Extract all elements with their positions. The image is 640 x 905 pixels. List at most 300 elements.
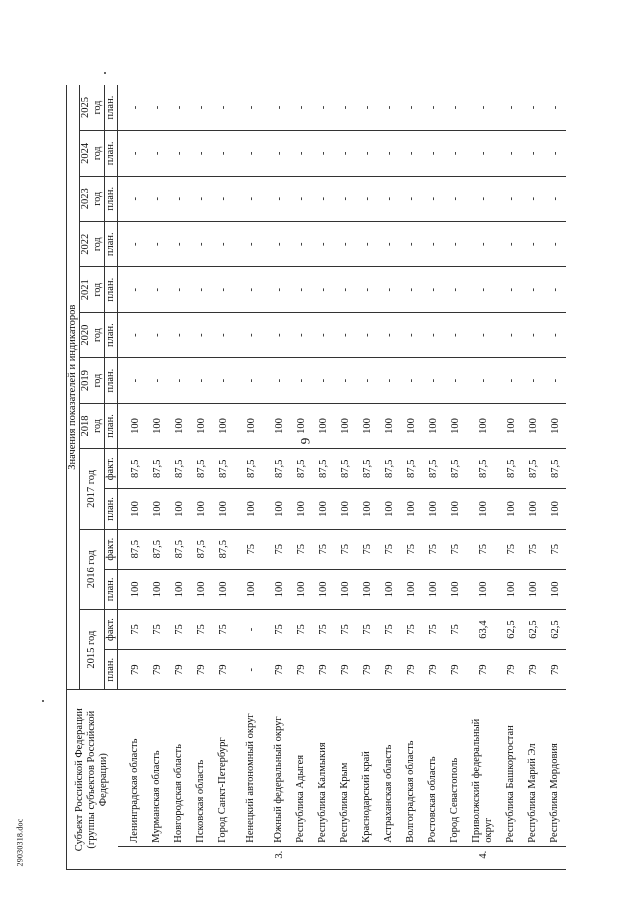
indicator-value: 100 [400, 569, 422, 609]
year-header [80, 222, 105, 267]
indicator-value: - [334, 85, 356, 131]
subject-header: Субъект Российской Федерации (группы субъектов Российской Федерации) [67, 690, 118, 870]
indicator-value: - [268, 267, 290, 312]
page-number: 9 [297, 437, 313, 445]
plan-subheader: план. [105, 267, 118, 312]
indicator-value: 79 [312, 650, 334, 690]
indicator-value: 100 [422, 403, 444, 448]
indicator-value: - [234, 267, 268, 312]
indicator-value: 62,5 [500, 609, 522, 649]
row-number [212, 846, 234, 869]
year-header [80, 131, 105, 176]
indicator-value: - [146, 85, 168, 131]
indicator-value: 100 [168, 569, 190, 609]
table-row [234, 85, 268, 870]
indicator-value: - [422, 131, 444, 176]
indicator-value: - [190, 222, 212, 267]
indicator-value: 87,5 [466, 449, 500, 489]
indicator-value: 87,5 [444, 449, 466, 489]
indicator-value: - [400, 312, 422, 357]
indicator-value: - [522, 358, 544, 403]
indicator-value: - [212, 358, 234, 403]
indicator-value: - [146, 131, 168, 176]
year-header [80, 176, 105, 221]
indicator-value: - [290, 312, 312, 357]
indicator-value: 75 [466, 529, 500, 569]
indicator-value: 87,5 [212, 529, 234, 569]
indicator-value: - [234, 650, 268, 690]
indicator-value: - [544, 267, 566, 312]
indicator-value: - [234, 358, 268, 403]
indicator-value: 100 [522, 489, 544, 529]
year-suffix: год [92, 146, 103, 161]
indicator-value: - [378, 358, 400, 403]
indicator-value: 100 [356, 403, 378, 448]
indicator-value: - [544, 222, 566, 267]
indicator-value: - [212, 312, 234, 357]
plan-subheader: план. [105, 650, 118, 690]
indicator-value: 100 [378, 403, 400, 448]
indicator-value: 100 [544, 569, 566, 609]
year-header [80, 267, 105, 312]
indicator-value: 100 [334, 403, 356, 448]
indicator-value: - [212, 85, 234, 131]
indicator-value: - [234, 222, 268, 267]
indicator-value: 100 [268, 569, 290, 609]
scan-speck [104, 72, 106, 74]
indicator-value: - [268, 176, 290, 221]
indicator-value: - [544, 131, 566, 176]
indicator-value: - [334, 131, 356, 176]
indicator-value: 100 [312, 569, 334, 609]
table-row [422, 85, 444, 870]
indicator-value: - [500, 131, 522, 176]
indicator-value: - [312, 176, 334, 221]
indicator-table [66, 85, 566, 870]
region-name: Город Севастополь [444, 690, 466, 846]
indicator-value: 87,5 [544, 449, 566, 489]
indicator-value: - [234, 312, 268, 357]
indicator-value: 87,5 [118, 529, 147, 569]
plan-subheader: план. [105, 131, 118, 176]
table-header [67, 85, 118, 870]
indicator-value: - [400, 358, 422, 403]
indicator-value: 100 [522, 569, 544, 609]
scan-speck [42, 700, 44, 702]
indicator-value: - [544, 312, 566, 357]
plan-subheader: план. [105, 85, 118, 131]
indicator-value: - [334, 358, 356, 403]
indicator-value: 100 [234, 403, 268, 448]
indicator-value: - [500, 312, 522, 357]
year-suffix: год [92, 100, 103, 115]
indicator-value: - [444, 312, 466, 357]
region-name: Новгородская область [168, 690, 190, 846]
indicator-value: - [356, 312, 378, 357]
indicator-value: - [466, 176, 500, 221]
indicator-value: 75 [334, 529, 356, 569]
indicator-value: - [268, 312, 290, 357]
indicator-value: 100 [212, 489, 234, 529]
indicator-value: - [400, 131, 422, 176]
indicator-value: 100 [400, 489, 422, 529]
indicator-value: 100 [146, 403, 168, 448]
indicator-value: 79 [146, 650, 168, 690]
indicator-value: - [378, 222, 400, 267]
indicator-value: 75 [334, 609, 356, 649]
indicator-value: 75 [378, 529, 400, 569]
indicator-value: 100 [312, 403, 334, 448]
table-row [356, 85, 378, 870]
indicator-value: 75 [212, 609, 234, 649]
region-name: Республика Адыгея [290, 690, 312, 846]
indicator-value: 100 [312, 489, 334, 529]
table-row [268, 85, 290, 870]
indicator-value: 100 [466, 403, 500, 448]
indicator-value: 75 [544, 529, 566, 569]
indicator-value: - [544, 85, 566, 131]
indicator-value: - [334, 222, 356, 267]
indicator-value: - [312, 312, 334, 357]
table-row [290, 85, 312, 870]
year-number: 2023 [80, 188, 91, 210]
indicator-value: - [290, 85, 312, 131]
indicator-value: - [118, 131, 147, 176]
table-row [118, 85, 147, 870]
indicator-value: 75 [234, 529, 268, 569]
indicator-value: - [190, 131, 212, 176]
indicator-value: - [118, 358, 147, 403]
indicator-value: - [168, 85, 190, 131]
indicator-value: - [168, 222, 190, 267]
indicator-value: 100 [544, 489, 566, 529]
indicator-value: - [422, 176, 444, 221]
indicator-value: 100 [444, 403, 466, 448]
indicator-value: 75 [312, 609, 334, 649]
indicator-value: - [444, 176, 466, 221]
indicator-value: 100 [190, 403, 212, 448]
year-number: 2025 [80, 97, 91, 119]
row-number [522, 846, 544, 869]
row-number [146, 846, 168, 869]
indicator-value: - [544, 358, 566, 403]
row-number [400, 846, 422, 869]
indicator-value: 63,4 [466, 609, 500, 649]
row-number [378, 846, 400, 869]
indicator-value: 100 [290, 489, 312, 529]
year-suffix: год [92, 328, 103, 342]
indicator-value: 79 [522, 650, 544, 690]
indicator-value: 62,5 [544, 609, 566, 649]
indicator-value: 79 [168, 650, 190, 690]
row-number [500, 846, 522, 869]
indicator-value: - [168, 176, 190, 221]
table-row [466, 85, 500, 870]
indicator-value: - [168, 131, 190, 176]
indicator-value: 100 [400, 403, 422, 448]
indicator-value: 100 [356, 569, 378, 609]
indicator-value: - [190, 358, 212, 403]
indicator-value: - [378, 131, 400, 176]
indicator-value: 79 [422, 650, 444, 690]
year-suffix: год [92, 373, 103, 388]
indicator-value: 75 [422, 609, 444, 649]
indicator-value: - [522, 176, 544, 221]
indicator-value: 79 [334, 650, 356, 690]
indicator-value: 100 [234, 489, 268, 529]
indicator-value: 100 [190, 569, 212, 609]
region-name: Ленинградская область [118, 690, 147, 846]
indicator-value: - [234, 609, 268, 649]
row-number [312, 846, 334, 869]
region-name: Республика Башкортостан [500, 690, 522, 846]
indicator-value: - [500, 267, 522, 312]
indicator-value: - [312, 131, 334, 176]
indicator-value: - [378, 85, 400, 131]
indicator-value: 100 [422, 569, 444, 609]
indicator-value: - [444, 222, 466, 267]
fact-subheader: факт. [105, 529, 118, 569]
indicator-value: - [422, 222, 444, 267]
indicator-value: 75 [190, 609, 212, 649]
indicator-value: - [312, 222, 334, 267]
indicator-value: 79 [500, 650, 522, 690]
row-number [234, 846, 268, 869]
indicator-value: - [168, 358, 190, 403]
year-header [80, 312, 105, 357]
indicator-value: - [544, 176, 566, 221]
indicator-value: 75 [422, 529, 444, 569]
indicator-value: 87,5 [422, 449, 444, 489]
region-name: Ненецкий автономный округ [234, 690, 268, 846]
indicator-value: - [356, 358, 378, 403]
region-name: Астраханская область [378, 690, 400, 846]
indicator-value: 87,5 [522, 449, 544, 489]
indicator-value: 87,5 [378, 449, 400, 489]
indicator-value: 100 [544, 403, 566, 448]
indicator-value: 79 [378, 650, 400, 690]
plan-subheader: план. [105, 222, 118, 267]
indicator-value: 87,5 [334, 449, 356, 489]
indicator-value: 79 [268, 650, 290, 690]
indicators-group-header: Значения показателей и индикаторов [67, 85, 80, 690]
indicator-value: - [356, 131, 378, 176]
indicator-value: - [212, 131, 234, 176]
indicator-value: 87,5 [146, 529, 168, 569]
indicator-value: 87,5 [190, 449, 212, 489]
indicator-value: 100 [522, 403, 544, 448]
region-name: Мурманская область [146, 690, 168, 846]
indicator-value: 75 [444, 529, 466, 569]
year-number: 2020 [80, 324, 91, 346]
indicator-value: 100 [422, 489, 444, 529]
indicator-value: 87,5 [500, 449, 522, 489]
indicator-value: - [234, 85, 268, 131]
indicator-value: 100 [500, 403, 522, 448]
year-suffix: год [92, 419, 103, 433]
indicator-value: - [466, 85, 500, 131]
indicator-value: - [312, 358, 334, 403]
region-name: Волгоградская область [400, 690, 422, 846]
indicator-value: - [234, 176, 268, 221]
indicator-value: 75 [400, 609, 422, 649]
indicator-value: 100 [334, 569, 356, 609]
indicator-value: 87,5 [168, 529, 190, 569]
indicator-value: - [422, 85, 444, 131]
indicator-value: 75 [146, 609, 168, 649]
indicator-value: - [356, 85, 378, 131]
row-number [290, 846, 312, 869]
indicator-value: 100 [500, 489, 522, 529]
indicator-value: - [466, 131, 500, 176]
indicator-value: 100 [378, 569, 400, 609]
indicator-value: 100 [146, 489, 168, 529]
indicator-value: - [146, 267, 168, 312]
plan-subheader: план. [105, 403, 118, 448]
indicator-value: 87,5 [356, 449, 378, 489]
indicator-value: - [466, 312, 500, 357]
indicator-value: 87,5 [400, 449, 422, 489]
indicator-value: 75 [356, 529, 378, 569]
indicator-value: 75 [444, 609, 466, 649]
row-number [422, 846, 444, 869]
indicator-value: - [168, 267, 190, 312]
indicator-value: - [500, 85, 522, 131]
row-number: 3. [268, 846, 290, 869]
indicator-value: - [146, 312, 168, 357]
indicator-value: - [146, 176, 168, 221]
indicator-value: - [522, 222, 544, 267]
year-suffix: год [92, 191, 103, 206]
indicator-value: - [356, 267, 378, 312]
indicator-value: 75 [168, 609, 190, 649]
table-row [522, 85, 544, 870]
indicator-value: - [312, 85, 334, 131]
indicator-value: - [268, 358, 290, 403]
indicator-value: - [146, 222, 168, 267]
indicator-value: 87,5 [312, 449, 334, 489]
indicator-value: 75 [400, 529, 422, 569]
indicator-value: - [334, 176, 356, 221]
indicator-value: - [212, 267, 234, 312]
region-name: Республика Мордовия [544, 690, 566, 846]
row-number [444, 846, 466, 869]
indicator-value: - [400, 176, 422, 221]
indicator-value: 75 [290, 529, 312, 569]
indicator-value: - [422, 267, 444, 312]
year-header: 2016 год [80, 529, 105, 609]
table-row [168, 85, 190, 870]
indicator-value: 100 [268, 489, 290, 529]
indicator-value: 100 [444, 569, 466, 609]
indicator-value: - [500, 176, 522, 221]
indicator-value: 100 [356, 489, 378, 529]
row-number [334, 846, 356, 869]
table-row [400, 85, 422, 870]
indicator-value: - [334, 267, 356, 312]
indicator-value: 87,5 [212, 449, 234, 489]
plan-subheader: план. [105, 569, 118, 609]
indicator-value: 79 [466, 650, 500, 690]
indicator-value: - [118, 85, 147, 131]
indicator-value: 62,5 [522, 609, 544, 649]
indicator-value: - [290, 267, 312, 312]
indicator-value: - [312, 267, 334, 312]
indicator-value: 100 [268, 403, 290, 448]
indicator-value: 87,5 [118, 449, 147, 489]
indicator-value: - [378, 312, 400, 357]
indicator-value: 100 [334, 489, 356, 529]
year-number: 2022 [80, 233, 91, 255]
indicator-value: - [268, 131, 290, 176]
indicator-value: - [378, 176, 400, 221]
plan-subheader: план. [105, 312, 118, 357]
indicator-value: - [356, 176, 378, 221]
indicator-value: - [500, 358, 522, 403]
row-number [168, 846, 190, 869]
year-number: 2021 [80, 279, 91, 301]
indicator-value: - [466, 358, 500, 403]
indicator-value: 100 [234, 569, 268, 609]
row-number: 4. [466, 846, 500, 869]
table-row [190, 85, 212, 870]
fact-subheader: факт. [105, 449, 118, 489]
indicator-value: 75 [268, 529, 290, 569]
indicator-value: 100 [118, 403, 147, 448]
region-name: Ростовская область [422, 690, 444, 846]
indicator-value: - [378, 267, 400, 312]
indicator-value: 100 [212, 569, 234, 609]
indicator-value: - [190, 176, 212, 221]
indicator-value: 87,5 [268, 449, 290, 489]
row-number [544, 846, 566, 869]
table-row [544, 85, 566, 870]
row-number [190, 846, 212, 869]
table-row [334, 85, 356, 870]
region-name: Южный федеральный округ [268, 690, 290, 846]
indicator-value: - [290, 131, 312, 176]
indicator-value: - [444, 358, 466, 403]
indicator-value: 79 [400, 650, 422, 690]
indicator-value: - [400, 222, 422, 267]
table-row [312, 85, 334, 870]
plan-subheader: план. [105, 176, 118, 221]
region-name: Город Санкт-Петербург [212, 690, 234, 846]
indicator-value: 100 [500, 569, 522, 609]
indicator-value: 79 [290, 650, 312, 690]
indicator-value: - [522, 85, 544, 131]
indicator-value: - [422, 312, 444, 357]
indicator-value: - [444, 267, 466, 312]
region-name: Республика Марий Эл [522, 690, 544, 846]
indicator-value: 100 [378, 489, 400, 529]
indicator-value: 100 [212, 403, 234, 448]
indicator-value: - [118, 312, 147, 357]
indicator-value: 79 [356, 650, 378, 690]
indicator-value: 75 [378, 609, 400, 649]
indicator-value: - [500, 222, 522, 267]
indicator-value: 100 [290, 569, 312, 609]
indicator-value: 100 [190, 489, 212, 529]
year-suffix: год [92, 237, 103, 252]
indicator-value: 87,5 [290, 449, 312, 489]
year-suffix: год [92, 282, 103, 297]
indicator-value: 79 [444, 650, 466, 690]
table-row [146, 85, 168, 870]
year-header [80, 85, 105, 131]
plan-subheader: план. [105, 358, 118, 403]
indicator-value: 100 [290, 403, 312, 448]
